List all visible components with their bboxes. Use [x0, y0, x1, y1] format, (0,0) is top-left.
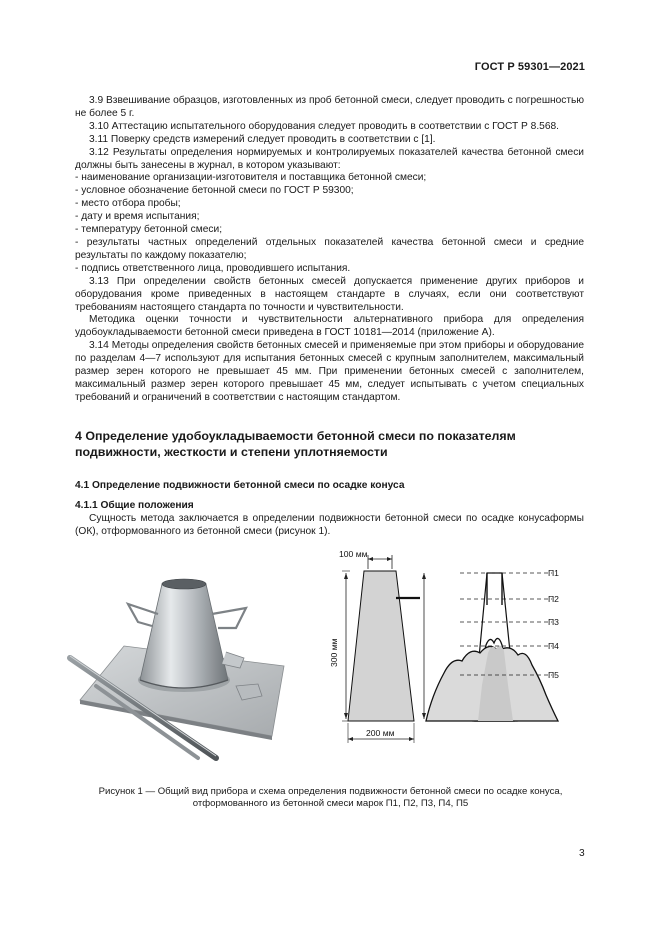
list-item: - условное обозначение бетонной смеси по ГОСТ Р 59300; — [75, 185, 354, 197]
dim-top-label: 100 мм — [339, 549, 368, 559]
figure-caption — [60, 786, 601, 811]
list-item: - подпись ответственного лица, проводившего испытания. — [75, 262, 351, 274]
slump-cone-photo — [66, 568, 302, 763]
paragraph-3-14: 3.14 Методы определения свойств бетонных смесей и применяемые при этом приборы и оборудование по разделам 4—7 используют для испытания бетонных смесей с крупным заполнителем, максимальный размер зерен которого не превышает 45 мм. При применении бетонных смесей с заполнителем, максимальный размер зерен которого превышает 45 мм, следует испытывать с учетом специальных требований и ограничений в соответствии с настоящим стандартом. — [75, 340, 584, 403]
paragraph-3-12: 3.12 Результаты определения нормируемых и контролируемых показателей качества бетонной смеси должны быть занесены в журнал, в котором указывают: — [75, 146, 584, 171]
cone-shape — [348, 571, 414, 721]
paragraph-3-9: 3.9 Взвешивание образцов, изготовленных из проб бетонной смеси, следует проводить с погрешностью не более 5 г. — [75, 95, 584, 119]
cone-body — [140, 584, 228, 688]
section-heading: 4 Определение удобоукладываемости бетонной смеси по показателям подвижности, жесткости и степени уплотняемости — [75, 429, 516, 459]
list-item: - температуру бетонной смеси; — [75, 224, 223, 236]
subsection-heading: 4.1 Определение подвижности бетонной смеси по осадке конуса — [75, 480, 405, 491]
paragraph-3-13: 3.13 При определении свойств бетонных смесей допускается применение других приборов и оборудования кроме приведенных в настоящем стандарте в случаях, если они соответствуют требованиям настоящего стандарта по точности и чувствительности. — [75, 275, 584, 313]
list-item: - дату и время испытания; — [75, 211, 200, 223]
list-item: - наименование организации-изготовителя и поставщика бетонной смеси; — [75, 172, 427, 184]
slump-schema — [320, 545, 580, 750]
list-item: - результаты частных определений отдельных показателей качества бетонной смеси и средние результаты по каждому показателю; — [75, 236, 584, 261]
dim-height-label: 300 мм — [329, 638, 339, 667]
page-number: 3 — [579, 848, 585, 859]
paragraph-3-11: 3.11 Поверку средств измерений следует проводить в соответствии с [1]. — [89, 133, 436, 145]
paragraph-3-10: 3.10 Аттестацию испытательного оборудования следует проводить в соответствии с ГОСТ Р 8.568. — [89, 120, 560, 132]
caption-line: Рисунок 1 — Общий вид прибора и схема определения подвижности бетонной смеси по осадке конуса, — [98, 786, 563, 797]
body-text — [75, 95, 584, 405]
cone-handle-right — [212, 608, 246, 628]
mark-p5: П5 — [548, 670, 559, 680]
mark-p3: П3 — [548, 617, 559, 627]
mark-p2: П2 — [548, 594, 559, 604]
mark-p4: П4 — [548, 641, 559, 651]
caption-line: отформованного из бетонной смеси марок П1, П2, П3, П4, П5 — [192, 798, 469, 810]
paragraph-method: Методика оценки точности и чувствительности альтернативного прибора для определения удобоукладываемости бетонной смеси приведена в ГОСТ 10181—2014 (приложение А). — [75, 314, 584, 339]
method-intro: Сущность метода заключается в определении подвижности бетонной смеси по осадке конусаформы (ОК), отформованного из бетонной смеси (рисунок 1). — [75, 513, 584, 537]
document-code: ГОСТ Р 59301—2021 — [474, 61, 585, 73]
mark-p1: П1 — [548, 568, 559, 578]
subsubsection-heading: 4.1.1 Общие положения — [75, 500, 194, 511]
list-item: - место отбора пробы; — [75, 198, 181, 210]
dim-bottom-label: 200 мм — [366, 728, 395, 738]
